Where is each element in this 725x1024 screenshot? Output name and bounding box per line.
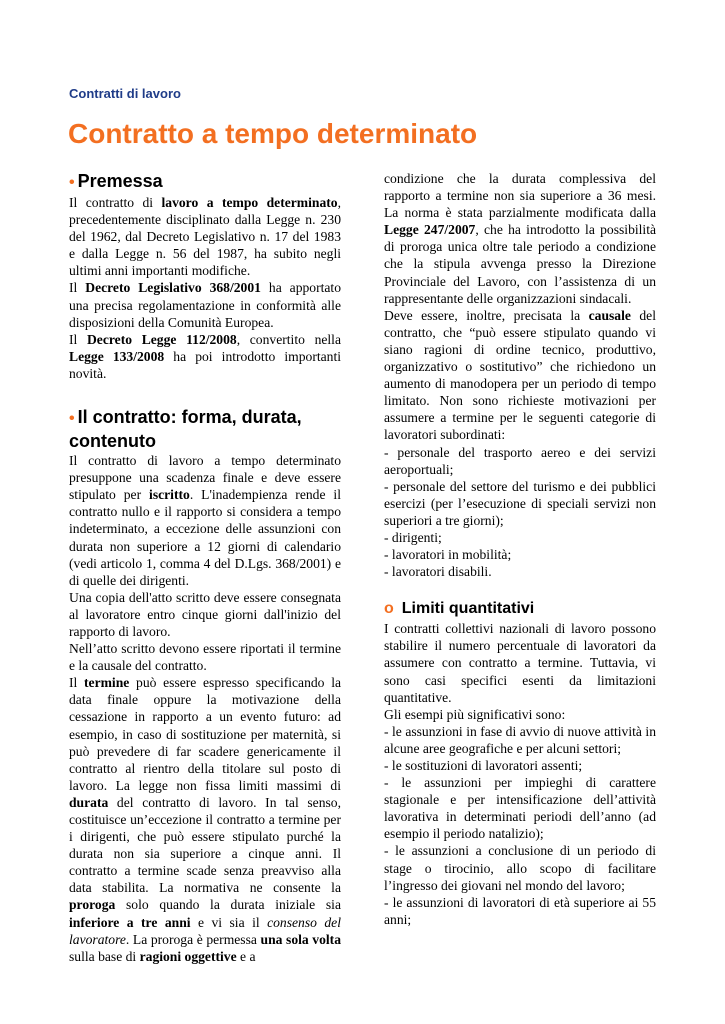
list-item: - le assunzioni di lavoratori di età superiore ai 55 anni;	[384, 894, 656, 927]
examples-list	[384, 723, 656, 928]
section-heading-limiti	[384, 598, 656, 620]
paragraph: Deve essere, inoltre, precisata la causale del contratto, che “può essere stipulato quando vi siano ragioni di ordine tecnico, produttivo, organizzativo o sostitutivo” che richiedono un aumento di manodopera per un periodo di tempo limitato. Non sono richieste motivazioni per assumere a termine per le seguenti categorie di lavoratori subordinati:	[384, 307, 656, 443]
section-heading-contratto	[69, 406, 341, 452]
paragraph: Il contratto di lavoro a tempo determinato, precedentemente disciplinato dalla Legge n. 230 del 1962, dal Decreto Legislativo n. 17 del 1983 e dalla Legge n. 56 del 1987, ha subito negli ultimi anni importanti modifiche.	[69, 195, 341, 279]
right-column	[384, 170, 656, 928]
paragraph: Il Decreto Legislativo 368/2001 ha apportato una precisa regolamentazione in conformità alle disposizioni della Comunità Europea.	[69, 280, 341, 330]
list-item: - le assunzioni per impieghi di carattere stagionale e per intensificazione dell’attività lavorativa in determinati periodi dell’anno (ad esempio il periodo natalizio);	[384, 775, 656, 842]
section-heading-text: Il contratto: forma, durata, contenuto	[69, 407, 302, 452]
section-heading-premessa	[69, 170, 341, 194]
list-item: - dirigenti;	[384, 529, 442, 545]
paragraph: Il termine può essere espresso specificando la data finale oppure la motivazione della cessazione in rapporto a un evento futuro: ad esempio, in caso di sostituzione per maternità, si può prevedere di far scadere genericamente il contratto al rientro della titolare sul posto di lavoro. La legge non fissa limiti massimi di durata del contratto di lavoro. In tal senso, costituisce un’eccezione il contratto a termine per i dirigenti, che può essere stipulato purché la durata non sia superiore a cinque anni. Il contratto a termine scade senza preavviso alla data stabilita. La normativa ne consente la proroga solo quando la durata iniziale sia inferiore a tre anni e vi sia il consenso del lavoratore. La proroga è permessa una sola volta sulla base di ragioni oggettive e a	[69, 675, 342, 964]
list-item: - le assunzioni in fase di avvio di nuove attività in alcune aree geografiche e per alcuni settori;	[384, 723, 656, 756]
list-item: - lavoratori disabili.	[384, 564, 492, 580]
bullet-icon: •	[69, 410, 75, 428]
paragraph: Gli esempi più significativi sono:	[384, 706, 566, 722]
circle-bullet-icon: o	[384, 600, 394, 618]
document-category: Contratti di lavoro	[69, 86, 181, 101]
paragraph: Il contratto di lavoro a tempo determinato presuppone una scadenza finale e deve essere stipulato per iscritto. L'inadempienza rende il contratto nullo e il rapporto si considera a tempo indeterminato, a eccezione delle assunzioni con durata non superiore a 12 giorni di calendario (vedi articolo 1, comma 4 del D.Lgs. 368/2001) e di quelle dei dirigenti.	[69, 453, 341, 588]
list-item: - lavoratori in mobilità;	[384, 547, 512, 563]
paragraph: Una copia dell'atto scritto deve essere consegnata al lavoratore entro cinque giorni dall'inizio del rapporto di lavoro.	[69, 589, 341, 639]
paragraph: condizione che la durata complessiva del rapporto a termine non sia superiore a 36 mesi. La norma è stata parzialmente modificata dalla Legge 247/2007, che ha introdotto la possibilità di proroga unica oltre tale periodo a condizione che la stipula avvenga presso la Direzione Provinciale del Lavoro, con l’assistenza di un rappresentante delle organizzazioni sindacali.	[384, 171, 657, 306]
paragraph: Il Decreto Legge 112/2008, convertito nella Legge 133/2008 ha poi introdotto importanti novità.	[69, 331, 342, 381]
section-heading-text: Premessa	[77, 171, 163, 191]
list-item: - le assunzioni a conclusione di un periodo di stage o tirocinio, allo scopo di facilitare l’ingresso dei giovani nel mondo del lavoro;	[384, 843, 656, 893]
paragraph: Nell’atto scritto devono essere riportati il termine e la causale del contratto.	[69, 641, 341, 674]
list-item: - personale del trasporto aereo e dei servizi aeroportuali;	[384, 444, 656, 477]
section-heading-text: Limiti quantitativi	[401, 600, 535, 618]
exempt-categories-list	[384, 444, 656, 581]
list-item: - personale del settore del turismo e dei pubblici esercizi (per l’esecuzione di speciali servizi non superiori a tre giorni);	[384, 478, 656, 528]
page-title: Contratto a tempo determinato	[68, 118, 478, 149]
bullet-icon: •	[69, 174, 75, 191]
list-item: - le sostituzioni di lavoratori assenti;	[384, 758, 583, 773]
paragraph: I contratti collettivi nazionali di lavoro possono stabilire il numero percentuale di lavoratori da assumere con contratto a termine. Tuttavia, vi sono casi specifici esenti da limitazioni quantitative.	[384, 621, 656, 705]
left-column	[69, 170, 341, 965]
